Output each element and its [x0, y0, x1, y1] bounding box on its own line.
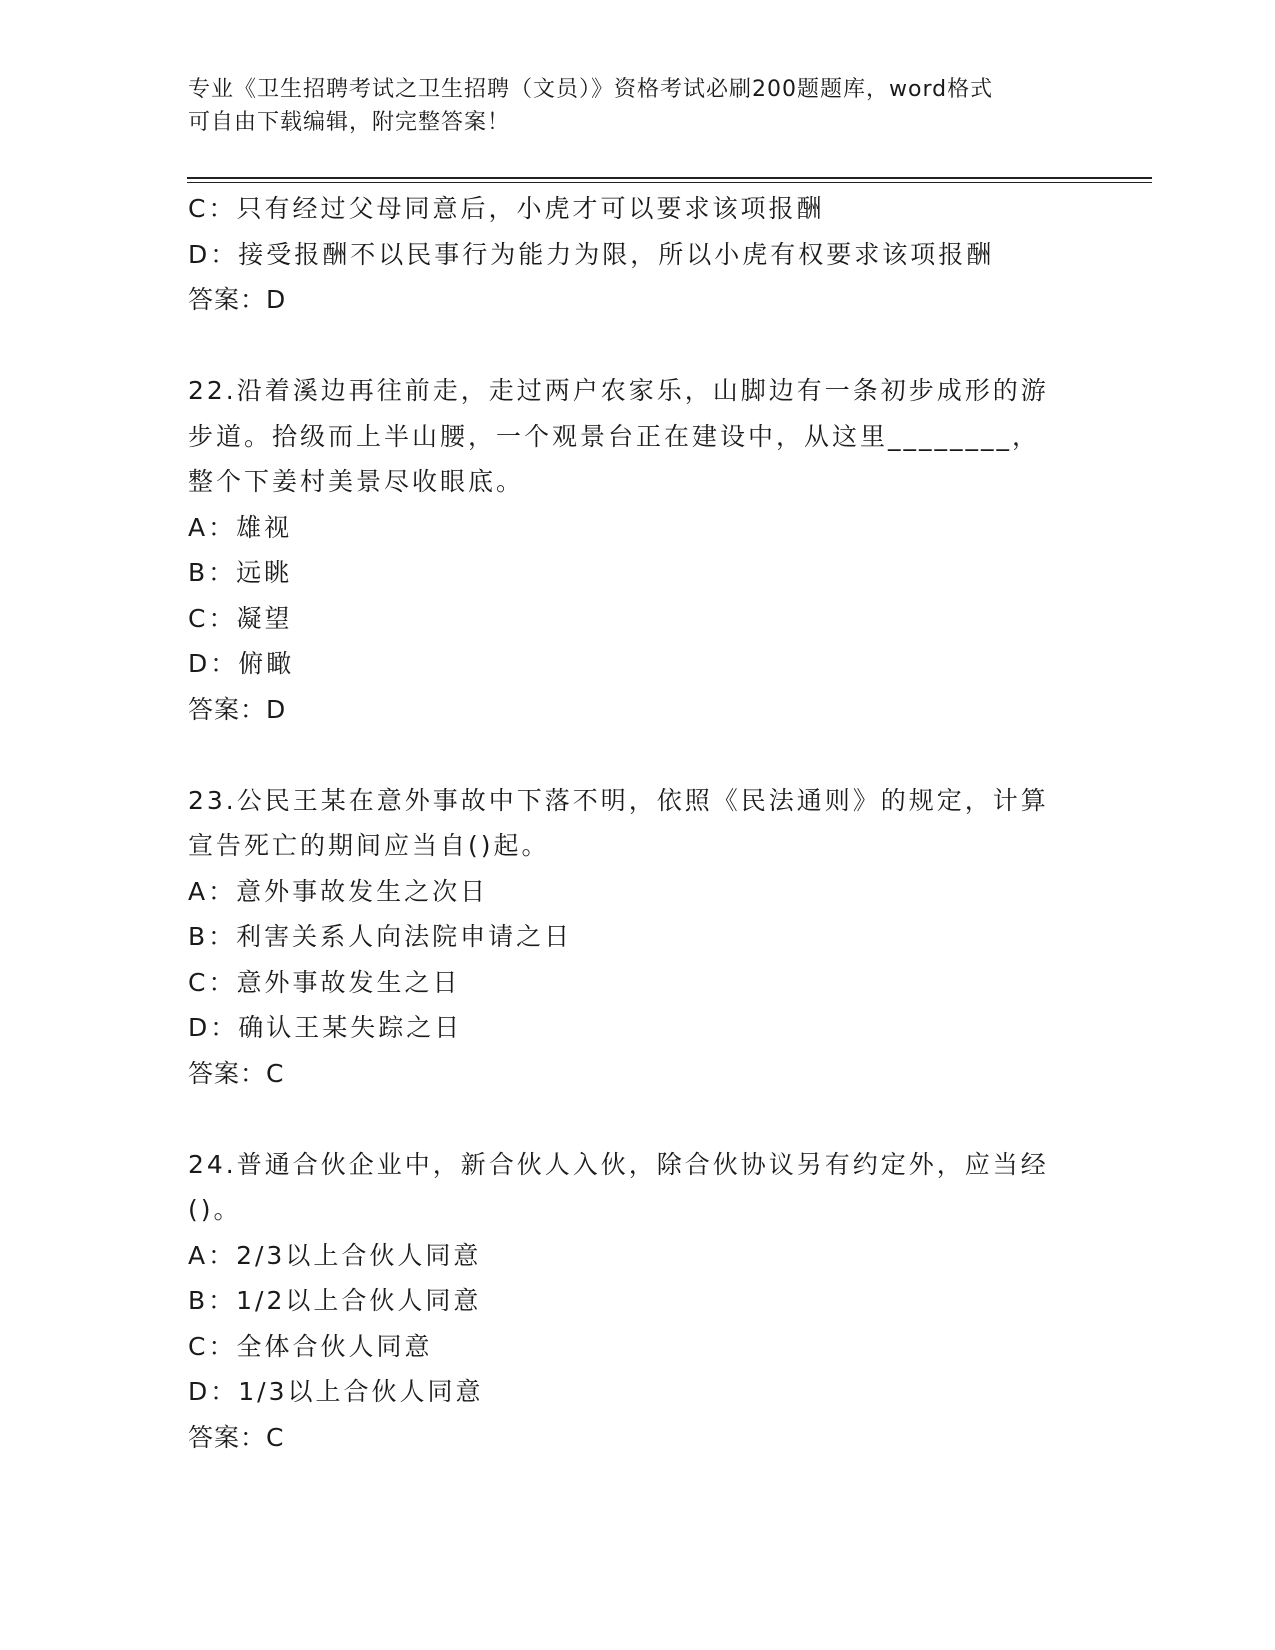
spacer — [188, 732, 1088, 778]
question-content — [188, 186, 1088, 1460]
option-c: C：只有经过父母同意后，小虎才可以要求该项报酬 — [188, 194, 825, 223]
option-a: A：雄视 — [188, 512, 293, 542]
question-stem: 24.普通合伙企业中，新合伙人入伙，除合伙协议另有约定外，应当经 — [188, 1149, 1049, 1179]
spacer — [188, 1096, 1088, 1142]
answer-line: 答案：C — [188, 1058, 285, 1088]
option-b: B：远眺 — [188, 558, 293, 587]
question-stem: 整个下姜村美景尽收眼底。 — [188, 467, 525, 496]
previous-question-tail — [188, 186, 1088, 323]
spacer — [188, 323, 1088, 369]
option-a: A：2/3以上合伙人同意 — [188, 1240, 482, 1270]
question-stem: 22.沿着溪边再往前走，走过两户农家乐，山脚边有一条初步成形的游 — [188, 376, 1049, 405]
question-stem: 23.公民王某在意外事故中下落不明，依照《民法通则》的规定，计算 — [188, 785, 1049, 815]
option-c: C：凝望 — [188, 603, 293, 633]
answer-line: 答案：D — [188, 285, 287, 314]
option-d: D：俯瞰 — [188, 649, 295, 678]
option-d: D：确认王某失踪之日 — [188, 1013, 463, 1042]
question-stem: 宣告死亡的期间应当自()起。 — [188, 831, 550, 860]
header-line-2: 可自由下载编辑，附完整答案！ — [188, 110, 511, 135]
header-divider-thin — [187, 182, 1152, 183]
answer-line: 答案：C — [188, 1422, 285, 1452]
question-stem: ()。 — [188, 1195, 242, 1224]
header-divider-thick — [187, 177, 1152, 179]
option-d: D：1/3以上合伙人同意 — [188, 1377, 484, 1406]
document-header — [188, 73, 1068, 139]
option-c: C：全体合伙人同意 — [188, 1331, 433, 1361]
option-c: C：意外事故发生之日 — [188, 967, 461, 997]
question-stem: 步道。拾级而上半山腰，一个观景台正在建设中，从这里________， — [188, 421, 1041, 451]
question-23 — [188, 778, 1088, 1097]
option-d: D：接受报酬不以民事行为能力为限，所以小虎有权要求该项报酬 — [188, 239, 995, 269]
question-24 — [188, 1142, 1088, 1461]
question-22 — [188, 368, 1088, 732]
option-a: A：意外事故发生之次日 — [188, 876, 489, 906]
option-b: B：1/2以上合伙人同意 — [188, 1286, 482, 1315]
header-line-1: 专业《卫生招聘考试之卫生招聘（文员）》资格考试必刷200题题库，word格式 — [188, 77, 994, 102]
answer-line: 答案：D — [188, 694, 287, 724]
option-b: B：利害关系人向法院申请之日 — [188, 922, 573, 951]
